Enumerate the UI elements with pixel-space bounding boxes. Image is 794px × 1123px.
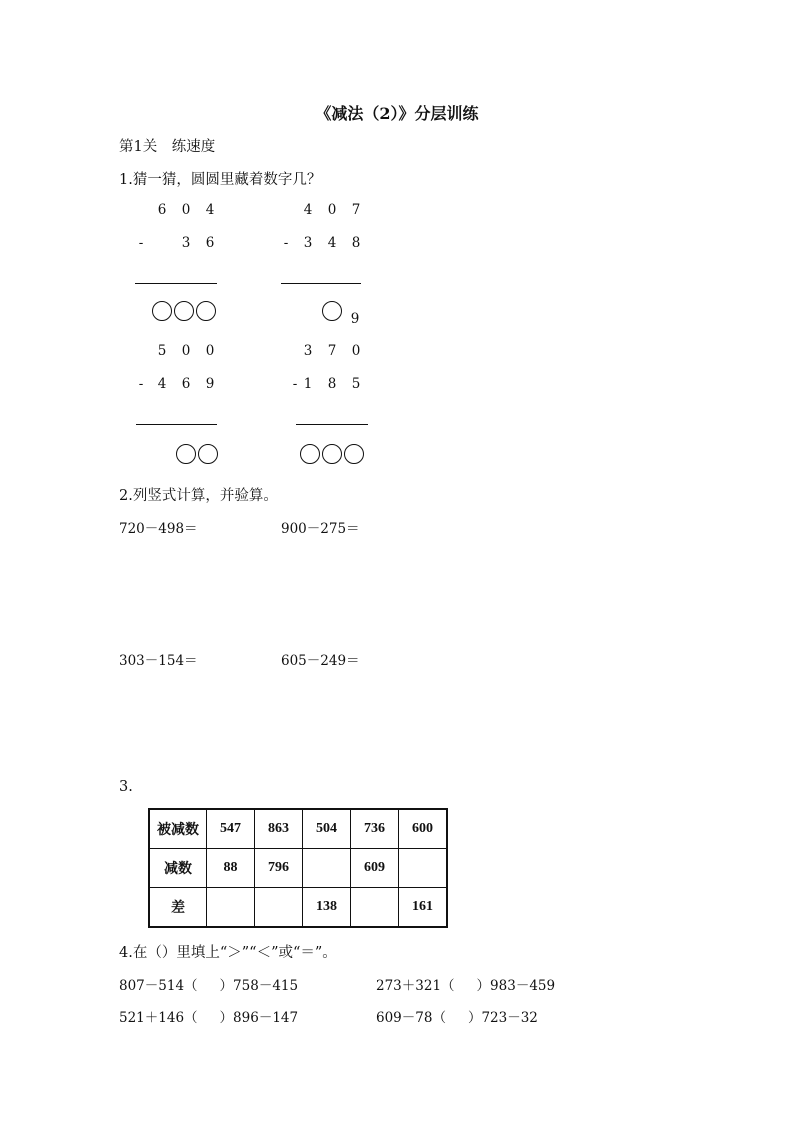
digit-circle[interactable] <box>322 444 342 464</box>
digit-circle[interactable] <box>196 301 216 321</box>
digit: 4 <box>205 202 215 218</box>
compare-item <box>119 1006 298 1026</box>
table-cell: 736 <box>351 809 399 849</box>
digit-circle[interactable] <box>322 301 342 321</box>
answer-line <box>135 283 217 284</box>
minus-sign: - <box>138 376 144 392</box>
compare-item <box>376 1006 538 1026</box>
q3-prompt: 3. <box>119 779 133 795</box>
minus-sign: - <box>292 376 298 392</box>
digit: 8 <box>351 235 361 251</box>
calc-item: 900－275＝ <box>281 521 360 537</box>
digit: 3 <box>181 235 191 251</box>
table-cell: 138 <box>303 888 351 928</box>
digit: 3 <box>303 343 313 359</box>
digit: 7 <box>351 202 361 218</box>
digit: 5 <box>351 376 361 392</box>
table-row <box>149 809 447 849</box>
minus-sign: - <box>283 235 289 251</box>
answer-line <box>136 424 217 425</box>
digit: 0 <box>327 202 337 218</box>
minus-sign: - <box>138 235 144 251</box>
digit: 6 <box>157 202 167 218</box>
digit: 8 <box>327 376 337 392</box>
digit: 4 <box>303 202 313 218</box>
row-label: 差 <box>149 888 207 928</box>
q4-prompt: 4.在（）里填上“＞”“＜”或“＝”。 <box>119 945 337 961</box>
digit: 0 <box>205 343 215 359</box>
compare-item <box>376 974 555 994</box>
calc-item: 303－154＝ <box>119 653 198 669</box>
compare-right: ）723－32 <box>467 1010 538 1026</box>
calc-item: 605－249＝ <box>281 653 360 669</box>
digit: 7 <box>327 343 337 359</box>
compare-item <box>119 974 298 994</box>
compare-right: ）983－459 <box>476 978 556 994</box>
digit: 9 <box>205 376 215 392</box>
table-cell: 863 <box>255 809 303 849</box>
digit: 3 <box>303 235 313 251</box>
digit: 0 <box>181 202 191 218</box>
digit-circle[interactable] <box>152 301 172 321</box>
table-cell-blank[interactable] <box>399 849 448 888</box>
result-digit: 9 <box>350 311 360 327</box>
subtraction-table <box>148 808 448 928</box>
table-cell-blank[interactable] <box>351 888 399 928</box>
digit-circle[interactable] <box>176 444 196 464</box>
compare-left: 609－78（ <box>376 1010 446 1026</box>
table-cell: 504 <box>303 809 351 849</box>
answer-line <box>281 283 361 284</box>
answer-line <box>296 424 368 425</box>
q2-prompt: 2.列竖式计算，并验算。 <box>119 488 278 504</box>
table-cell-blank[interactable] <box>303 849 351 888</box>
table-cell: 796 <box>255 849 303 888</box>
digit: 6 <box>181 376 191 392</box>
compare-right: ）896－147 <box>219 1010 299 1026</box>
digit-circle[interactable] <box>344 444 364 464</box>
table-cell: 600 <box>399 809 448 849</box>
digit: 4 <box>327 235 337 251</box>
row-label: 被减数 <box>149 809 207 849</box>
page-title: 《减法（2）》分层训练 <box>315 104 479 123</box>
digit: 5 <box>157 343 167 359</box>
digit-circle[interactable] <box>174 301 194 321</box>
compare-right: ）758－415 <box>219 978 299 994</box>
table-row <box>149 888 447 928</box>
table-cell: 88 <box>207 849 255 888</box>
row-label: 减数 <box>149 849 207 888</box>
compare-left: 273＋321（ <box>376 978 455 994</box>
table-cell: 547 <box>207 809 255 849</box>
digit: 1 <box>303 376 313 392</box>
digit: 4 <box>157 376 167 392</box>
calc-item: 720－498＝ <box>119 521 198 537</box>
table-cell-blank[interactable] <box>255 888 303 928</box>
table-cell: 161 <box>399 888 448 928</box>
digit: 6 <box>205 235 215 251</box>
digit-circle[interactable] <box>300 444 320 464</box>
level-heading: 第1关 练速度 <box>119 139 216 155</box>
digit: 0 <box>181 343 191 359</box>
compare-left: 807－514（ <box>119 978 198 994</box>
q1-prompt: 1.猜一猜，圆圆里藏着数字几？ <box>119 172 322 188</box>
table-row <box>149 849 447 888</box>
compare-left: 521＋146（ <box>119 1010 198 1026</box>
digit-circle[interactable] <box>198 444 218 464</box>
table-cell: 609 <box>351 849 399 888</box>
digit: 0 <box>351 343 361 359</box>
table-cell-blank[interactable] <box>207 888 255 928</box>
